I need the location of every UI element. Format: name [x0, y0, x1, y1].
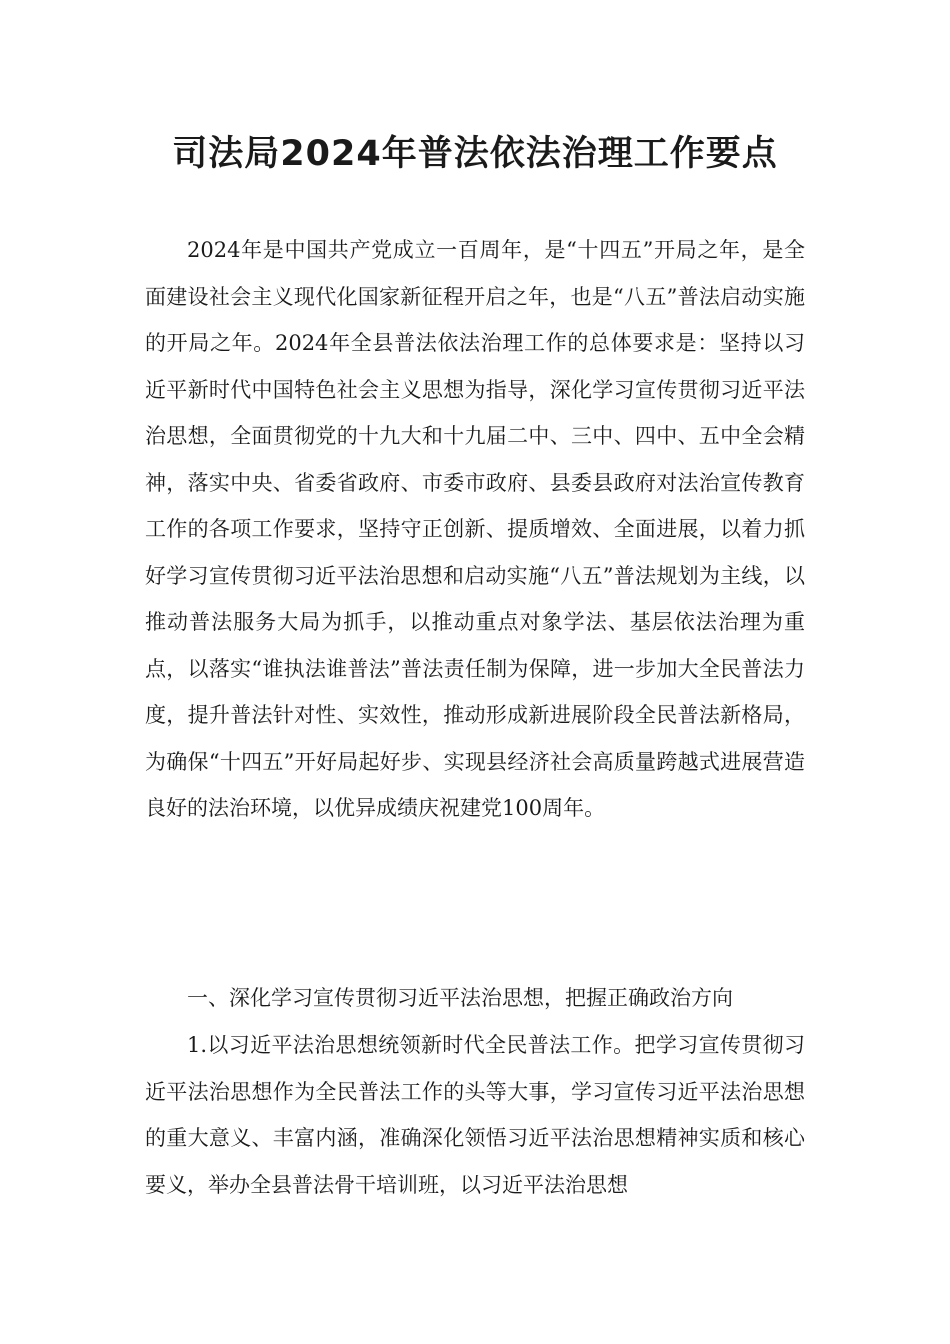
section-item-paragraph: 1.以习近平法治思想统领新时代全民普法工作。把学习宣传贯彻习近平法治思想作为全民普法工作的头等大事，学习宣传习近平法治思想的重大意义、丰富内涵，准确深化领悟习近平法治思想精神实质和核心要义，举办全县普法骨干培训班，以习近平法治思想: [145, 1033, 805, 1197]
section-heading: 一、深化学习宣传贯彻习近平法治思想，把握正确政治方向: [187, 986, 733, 1010]
document-title: 司法局2024年普法依法治理工作要点: [172, 134, 778, 174]
intro-paragraph: 2024年是中国共产党成立一百周年，是“十四五”开局之年，是全面建设社会主义现代化国家新征程开启之年，也是“八五”普法启动实施的开局之年。2024年全县普法依法治理工作的总体要求是：坚持以习近平新时代中国特色社会主义思想为指导，深化学习宣传贯彻习近平法治思想，全面贯彻党的十九大和十九届二中、三中、四中、五中全会精神，落实中央、省委省政府、市委市政府、县委县政府对法治宣传教育工作的各项工作要求，坚持守正创新、提质增效、全面进展，以着力抓好学习宣传贯彻习近平法治思想和启动实施“八五”普法规划为主线，以推动普法服务大局为抓手，以推动重点对象学法、基层依法治理为重点，以落实“谁执法谁普法”普法责任制为保障，进一步加大全民普法力度，提升普法针对性、实效性，推动形成新进展阶段全民普法新格局，为确保“十四五”开好局起好步、实现县经济社会高质量跨越式进展营造良好的法治环境，以优异成绩庆祝建党100周年。: [145, 238, 805, 820]
